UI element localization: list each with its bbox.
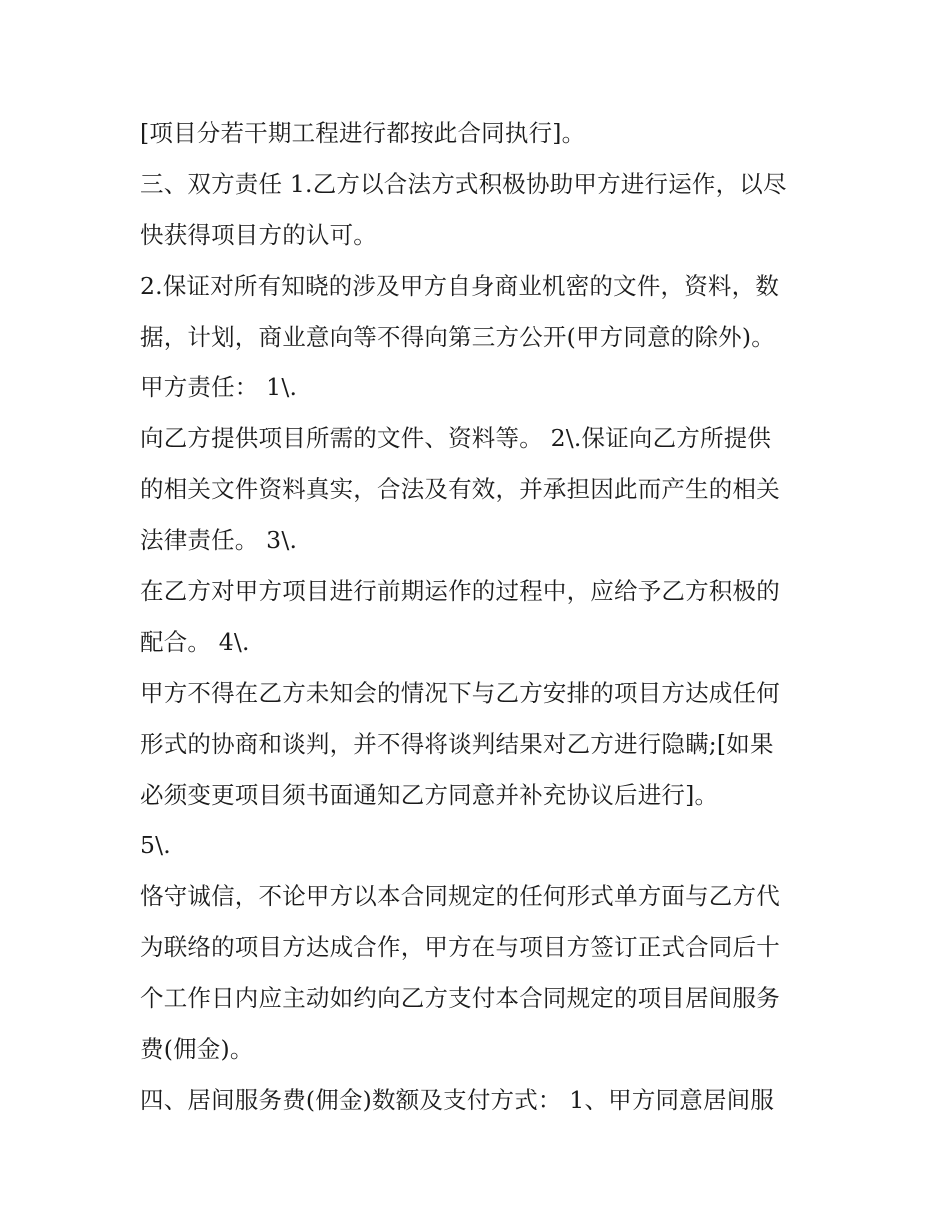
text-line: [项目分若干期工程进行都按此合同执行]。	[140, 119, 586, 147]
text-line: 恪守诚信，不论甲方以本合同规定的任何形式单方面与乙方代	[140, 882, 780, 911]
text-line: 据，计划，商业意向等不得向第三方公开(甲方同意的除外)。	[140, 322, 775, 351]
text-line: 三、双方责任 1.乙方以合法方式积极协助甲方进行运作，以尽	[140, 169, 787, 198]
text-line: 必须变更项目须书面通知乙方同意并补充协议后进行]。	[140, 780, 719, 809]
text-line: 2.保证对所有知晓的涉及甲方自身商业机密的文件，资料，数	[140, 271, 780, 300]
text-line: 甲方不得在乙方未知会的情况下与乙方安排的项目方达成任何	[140, 678, 780, 707]
text-line: 向乙方提供项目所需的文件、资料等。 2\.保证向乙方所提供	[140, 424, 772, 453]
contract-text	[140, 108, 820, 1126]
text-line: 为联络的项目方达成合作，甲方在与项目方签订正式合同后十	[140, 933, 780, 962]
text-line: 5\.	[140, 831, 171, 860]
text-line: 甲方责任： 1\.	[140, 373, 298, 402]
text-line: 形式的协商和谈判，并不得将谈判结果对乙方进行隐瞒;[如果	[140, 729, 774, 758]
text-line: 快获得项目方的认可。	[140, 220, 377, 249]
text-line: 在乙方对甲方项目进行前期运作的过程中，应给予乙方积极的	[140, 577, 780, 606]
text-line: 四、居间服务费(佣金)数额及支付方式： 1、甲方同意居间服	[140, 1085, 775, 1114]
text-line: 个工作日内应主动如约向乙方支付本合同规定的项目居间服务	[140, 984, 780, 1013]
text-line: 的相关文件资料真实，合法及有效，并承担因此而产生的相关	[140, 475, 780, 504]
text-line: 配合。 4\.	[140, 627, 250, 656]
text-line: 法律责任。 3\.	[140, 526, 298, 555]
text-line: 费(佣金)。	[140, 1035, 254, 1064]
